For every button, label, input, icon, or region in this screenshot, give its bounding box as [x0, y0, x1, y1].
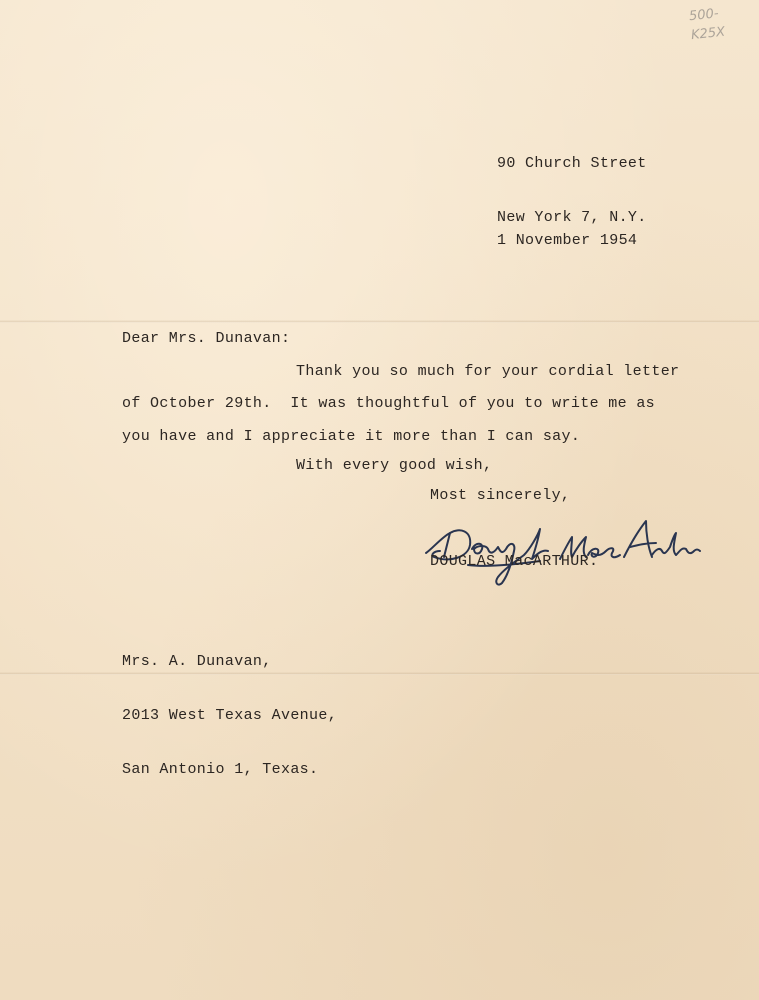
fold-crease: [0, 320, 759, 323]
body-line: of October 29th. It was thoughtful of you to write me as: [122, 395, 656, 412]
fold-crease: [0, 672, 759, 675]
body-line: Thank you so much for your cordial letter: [296, 363, 680, 380]
return-address-line: New York 7, N.Y.: [497, 209, 647, 226]
pencil-note-line: K25X: [690, 24, 726, 44]
recipient-address: [122, 617, 337, 815]
recipient-address-line: 2013 West Texas Avenue,: [122, 707, 338, 724]
good-wish-line: With every good wish,: [296, 457, 493, 474]
body-line: you have and I appreciate it more than I can say.: [122, 428, 581, 445]
recipient-address-line: San Antonio 1, Texas.: [122, 761, 319, 778]
complimentary-closing: Most sincerely,: [430, 487, 571, 504]
pencil-inventory-note: [688, 1, 754, 45]
typed-signer-name: DOUGLAS MacARTHUR.: [430, 553, 599, 570]
return-address-line: 90 Church Street: [497, 155, 647, 172]
salutation: Dear Mrs. Dunavan:: [122, 330, 291, 347]
letter-date: 1 November 1954: [497, 232, 638, 249]
pencil-note-line: 500-: [688, 6, 720, 25]
recipient-address-line: Mrs. A. Dunavan,: [122, 653, 272, 670]
